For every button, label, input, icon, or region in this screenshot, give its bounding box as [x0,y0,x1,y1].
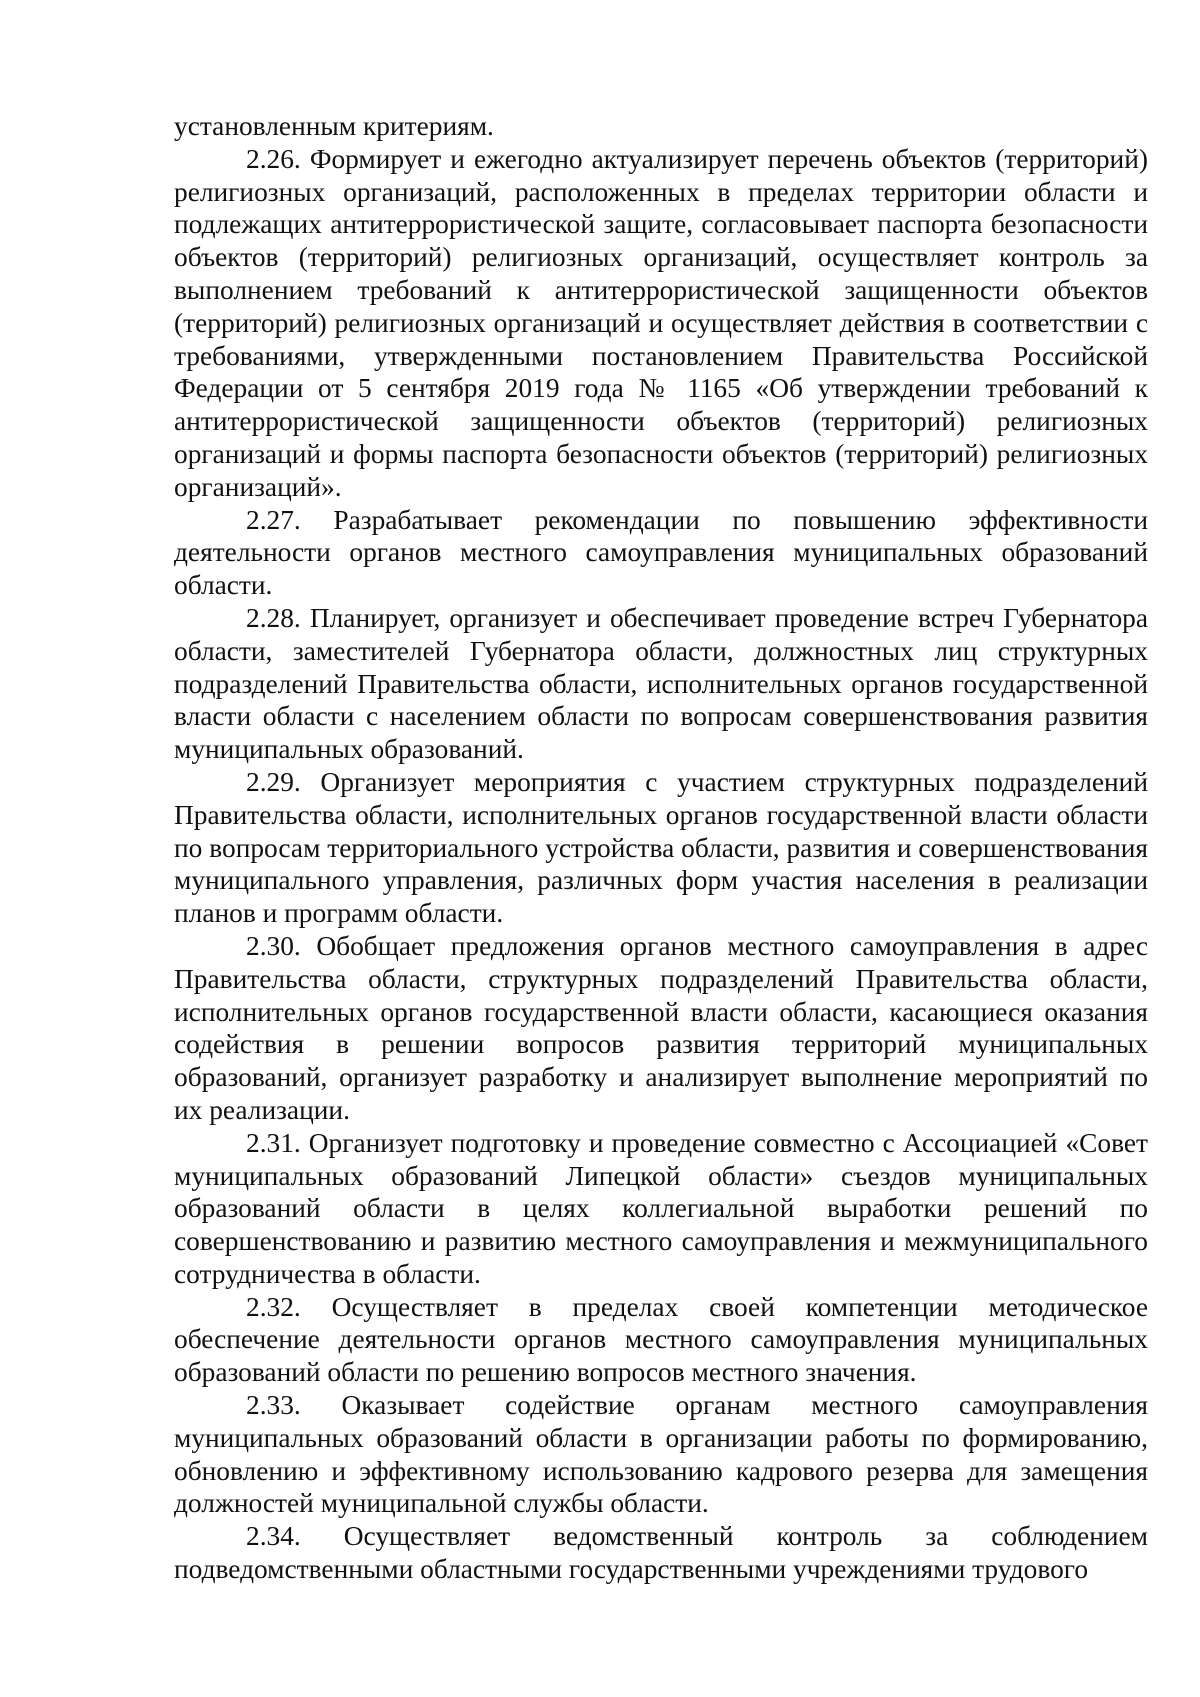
paragraph-2-30: 2.30. Обобщает предложения органов местного самоуправления в адрес Правительства области, структурных подразделений Правительства области, исполнительных органов государственной власти области, касающиеся оказания содействия в решении вопросов развития территорий муниципальных образований, организует разработку и анализирует выполнение мероприятий по их реализации. [174,930,1148,1125]
paragraph-2-32: 2.32. Осуществляет в пределах своей компетенции методическое обеспечение деятельности органов местного самоуправления муниципальных образований области по решению вопросов местного значения. [174,1291,1148,1388]
paragraph-2-27: 2.27. Разрабатывает рекомендации по повышению эффективности деятельности органов местного самоуправления муниципальных образований области. [174,504,1148,601]
paragraph-2-26: 2.26. Формирует и ежегодно актуализирует перечень объектов (территорий) религиозных организаций, расположенных в пределах территории области и подлежащих антитеррористической защите, согласовывает паспорта безопасности объектов (территорий) религиозных организаций, осуществляет контроль за выполнением требований к антитеррористической защищенности объектов (территорий) религиозных организаций и осуществляет действия в соответствии с требованиями, утвержденными постановлением Правительства Российской Федерации от 5 сентября 2019 года № 1165 «Об утверждении требований к антитеррористической защищенности объектов (территорий) религиозных организаций и формы паспорта безопасности объектов (территорий) религиозных организаций». [174,143,1148,502]
paragraph-2-33: 2.33. Оказывает содействие органам местного самоуправления муниципальных образований области в организации работы по формированию, обновлению и эффективному использованию кадрового резерва для замещения должностей муниципальной службы области. [174,1390,1148,1519]
paragraph-continuation: установленным критериям. [174,111,494,141]
paragraph-2-34: 2.34. Осуществляет ведомственный контроль за соблюдением подведомственными областными государственными учреждениями трудового [174,1521,1148,1585]
paragraph-2-28: 2.28. Планирует, организует и обеспечивает проведение встреч Губернатора области, заместителей Губернатора области, должностных лиц структурных подразделений Правительства области, исполнительных органов государственной власти области с населением области по вопросам совершенствования развития муниципальных образований. [174,602,1148,765]
document-body [174,110,1148,1586]
paragraph-2-31: 2.31. Организует подготовку и проведение совместно с Ассоциацией «Совет муниципальных образований Липецкой области» съездов муниципальных образований области в целях коллегиальной выработки решений по совершенствованию и развитию местного самоуправления и межмуниципального сотрудничества в области. [174,1127,1148,1289]
paragraph-2-29: 2.29. Организует мероприятия с участием структурных подразделений Правительства области, исполнительных органов государственной власти области по вопросам территориального устройства области, развития и совершенствования муниципального управления, различных форм участия населения в реализации планов и программ области. [174,766,1148,929]
